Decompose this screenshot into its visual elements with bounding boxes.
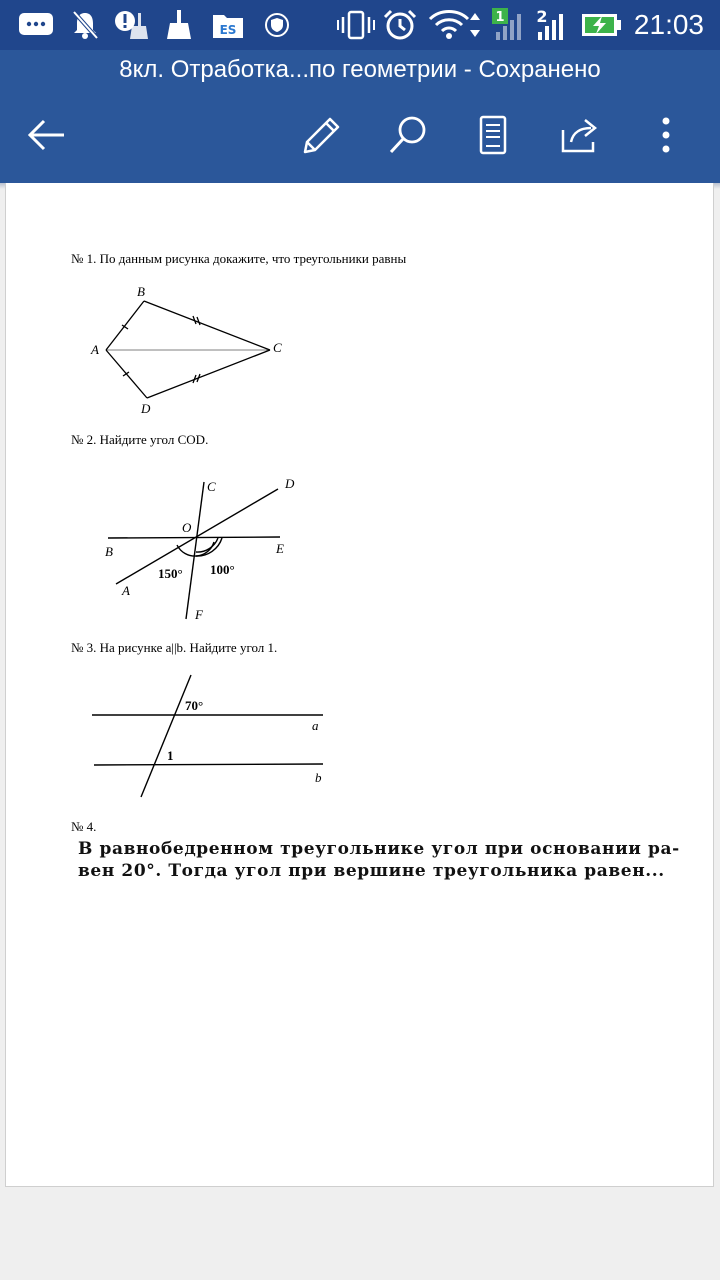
line-b-label: b [315, 770, 322, 785]
line-a-label: a [312, 718, 319, 733]
vpn-shield-icon [262, 8, 292, 42]
sim2-signal-icon [532, 8, 572, 42]
svg-text:2: 2 [536, 8, 548, 26]
status-bar [0, 0, 720, 50]
search-button[interactable] [383, 110, 433, 160]
svg-text:ES: ES [219, 23, 237, 37]
vertex-c-label: C [273, 340, 282, 355]
angle-1-label: 1 [167, 748, 174, 763]
vertex-d-label: D [141, 401, 151, 416]
point-c-label: C [207, 479, 216, 494]
back-button[interactable] [21, 110, 71, 160]
battery-charging-icon [580, 8, 624, 42]
question-1-text: № 1. По данным рисунка докажите, что треугольники равны [71, 251, 407, 266]
status-clock: 21:03 [633, 9, 704, 40]
point-e-label: E [276, 541, 284, 556]
angle-100-label: 100° [210, 562, 235, 577]
question-4-label: № 4. [71, 819, 97, 834]
more-options-button[interactable] [641, 110, 691, 160]
vertex-b-label: B [137, 284, 145, 299]
question-3-text: № 3. На рисунке a||b. Найдите угол 1. [71, 640, 278, 655]
es-file-explorer-icon [210, 8, 246, 42]
messages-icon [18, 8, 54, 42]
question-4-line-2: вен 20°. Тогда угол при вершине треугольника равен... [78, 861, 665, 881]
point-o-label: O [182, 520, 192, 535]
reading-view-button[interactable] [468, 110, 518, 160]
more-vertical-icon [661, 117, 671, 153]
svg-text:1: 1 [495, 10, 505, 25]
point-f-label: F [195, 607, 203, 622]
document-title: 8кл. Отработка...по геометрии - Сохранено [119, 56, 601, 83]
point-a-label: A [122, 583, 130, 598]
broom-icon [164, 8, 194, 42]
share-button[interactable] [555, 110, 605, 160]
question-2-text: № 2. Найдите угол COD. [71, 432, 209, 447]
wifi-icon [428, 8, 484, 42]
pencil-icon [302, 115, 342, 155]
vertex-a-label: A [91, 342, 99, 357]
angle-150-label: 150° [158, 566, 183, 581]
edit-button[interactable] [297, 110, 347, 160]
point-d-label: D [285, 476, 295, 491]
search-icon [388, 115, 428, 155]
figure-kite-diagram [80, 280, 300, 420]
figure-parallel-lines-diagram [90, 672, 330, 802]
question-4-text [78, 838, 678, 882]
alarm-icon [382, 8, 418, 42]
cleaner-alert-icon [114, 8, 150, 42]
arrow-left-icon [26, 118, 66, 152]
angle-70-label: 70° [185, 698, 204, 713]
notifications-muted-icon [70, 8, 100, 42]
figure-angles-diagram [100, 470, 310, 625]
share-icon [559, 116, 601, 154]
vibrate-icon [336, 8, 376, 42]
point-b-label: B [105, 544, 113, 559]
sim1-signal-icon [490, 8, 530, 42]
question-4-line-1: В равнобедренном треугольнике угол при основании ра- [78, 839, 680, 859]
reading-view-icon [478, 115, 508, 155]
